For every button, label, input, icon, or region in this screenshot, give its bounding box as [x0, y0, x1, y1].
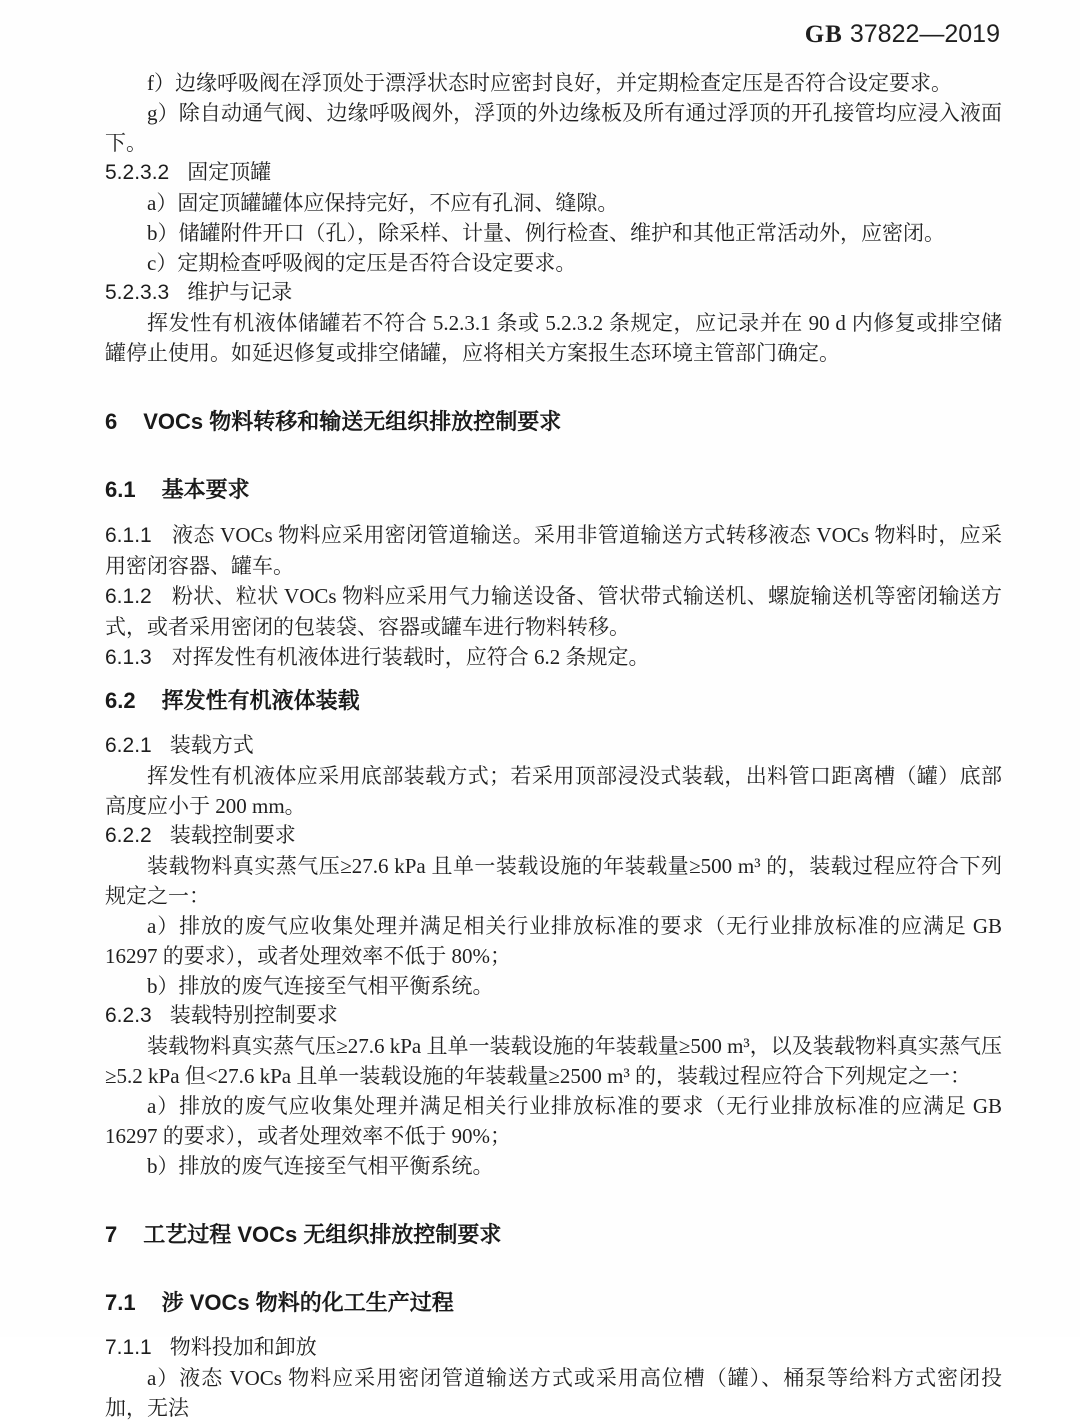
clause-text: 对挥发性有机液体进行装载时，应符合 6.2 条规定。: [171, 645, 650, 669]
heading-title: 装载控制要求: [169, 824, 296, 847]
heading-5-2-3-2: [105, 158, 1002, 188]
heading-title: 固定顶罐: [187, 161, 272, 184]
list-item-a-clipped: a）液态 VOCs 物料应采用密闭管道输送方式或采用高位槽（罐）、桶泵等给料方式密闭投加，无法: [105, 1366, 1002, 1420]
heading-title: 维护与记录: [187, 281, 293, 304]
heading-number: 6.2.2: [105, 824, 152, 847]
list-item-c: c）定期检查呼吸阀的定压是否符合设定要求。: [147, 251, 577, 275]
heading-title: 装载方式: [169, 734, 254, 757]
heading-number: 5.2.3.2: [105, 161, 170, 184]
heading-6-2-3: [105, 1001, 1002, 1031]
clause-6-1-1: [105, 520, 1002, 581]
list-item-a-80: a）排放的废气应收集处理并满足相关行业排放标准的要求（无行业排放标准的应满足 GB 16297 的要求），或者处理效率不低于 80%；: [105, 914, 1002, 968]
clause-number: 6.1.3: [105, 646, 152, 669]
paragraph-loading-method: 挥发性有机液体应采用底部装载方式；若采用顶部浸没式装载，出料管口距离槽（罐）底部高度应小于 200 mm。: [105, 764, 1002, 818]
clause-6-1-3: [105, 642, 1002, 673]
heading-number: 7.1.1: [105, 1336, 152, 1359]
heading-7-1-1: [105, 1333, 1002, 1363]
section-heading-7-1: [105, 1287, 1002, 1319]
clause-number: 6.1.2: [105, 585, 152, 608]
heading-number: 6.2.3: [105, 1004, 152, 1027]
list-item-f: f）边缘呼吸阀在浮顶处于漂浮状态时应密封良好，并定期检查定压是否符合设定要求。: [147, 71, 952, 95]
list-item-b-balance-2: b）排放的废气连接至气相平衡系统。: [147, 1154, 494, 1178]
clause-6-1-2: [105, 581, 1002, 642]
section-heading-6: [105, 406, 1002, 438]
section-heading-6-1: [105, 474, 1002, 506]
heading-number: 6.2: [105, 688, 136, 713]
heading-title: 基本要求: [161, 477, 250, 502]
paragraph-maintenance-record: 挥发性有机液体储罐若不符合 5.2.3.1 条或 5.2.3.2 条规定，应记录并在 90 d 内修复或排空储罐停止使用。如延迟修复或排空储罐，应将相关方案报生态环境主管部门确定。: [105, 311, 1002, 365]
list-item-a: a）固定顶罐罐体应保持完好，不应有孔洞、缝隙。: [147, 191, 619, 215]
heading-number: 6.2.1: [105, 734, 152, 757]
heading-title: 涉 VOCs 物料的化工生产过程: [161, 1290, 454, 1315]
heading-title: 物料投加和卸放: [169, 1336, 317, 1359]
paragraph-special-loading-control: 装载物料真实蒸气压≥27.6 kPa 且单一装载设施的年装载量≥500 m³，以及装载物料真实蒸气压≥5.2 kPa 但<27.6 kPa 且单一装载设施的年装载量≥2500 m³ 的，装载过程应符合下列规定之一：: [105, 1034, 1002, 1088]
clause-text: 粉状、粒状 VOCs 物料应采用气力输送设备、管状带式输送机、螺旋输送机等密闭输送方式，或者采用密闭的包装袋、容器或罐车进行物料转移。: [105, 584, 1002, 639]
standard-code-prefix: GB: [804, 21, 843, 48]
clause-number: 6.1.1: [105, 524, 152, 547]
clause-text: 液态 VOCs 物料应采用密闭管道输送。采用非管道输送方式转移液态 VOCs 物料时，应采用密闭容器、罐车。: [105, 523, 1002, 578]
heading-6-2-2: [105, 821, 1002, 851]
heading-number: 5.2.3.3: [105, 281, 170, 304]
heading-title: 装载特别控制要求: [169, 1004, 338, 1027]
section-heading-7: [105, 1219, 1002, 1251]
list-item-b: b）储罐附件开口（孔），除采样、计量、例行检查、维护和其他正常活动外，应密闭。: [147, 221, 945, 245]
heading-number: 7: [105, 1222, 118, 1247]
list-item-a-90: a）排放的废气应收集处理并满足相关行业排放标准的要求（无行业排放标准的应满足 GB 16297 的要求），或者处理效率不低于 90%；: [105, 1094, 1002, 1148]
heading-number: 6.1: [105, 477, 136, 502]
section-heading-6-2: [105, 685, 1002, 717]
list-item-b-balance: b）排放的废气连接至气相平衡系统。: [147, 974, 494, 998]
heading-6-2-1: [105, 731, 1002, 761]
standard-code-number: 37822—2019: [849, 20, 1000, 48]
heading-number: 7.1: [105, 1290, 136, 1315]
list-item-g: g）除自动通气阀、边缘呼吸阀外，浮顶的外边缘板及所有通过浮顶的开孔接管均应浸入液面下。: [105, 101, 1002, 155]
document-content: [105, 68, 1002, 1423]
heading-title: VOCs 物料转移和输送无组织排放控制要求: [143, 409, 562, 434]
heading-5-2-3-3: [105, 278, 1002, 308]
page-header: [805, 20, 1000, 49]
paragraph-loading-control: 装载物料真实蒸气压≥27.6 kPa 且单一装载设施的年装载量≥500 m³ 的，装载过程应符合下列规定之一：: [105, 854, 1002, 908]
heading-number: 6: [105, 409, 118, 434]
heading-title: 工艺过程 VOCs 无组织排放控制要求: [143, 1222, 502, 1247]
heading-title: 挥发性有机液体装载: [161, 688, 360, 713]
